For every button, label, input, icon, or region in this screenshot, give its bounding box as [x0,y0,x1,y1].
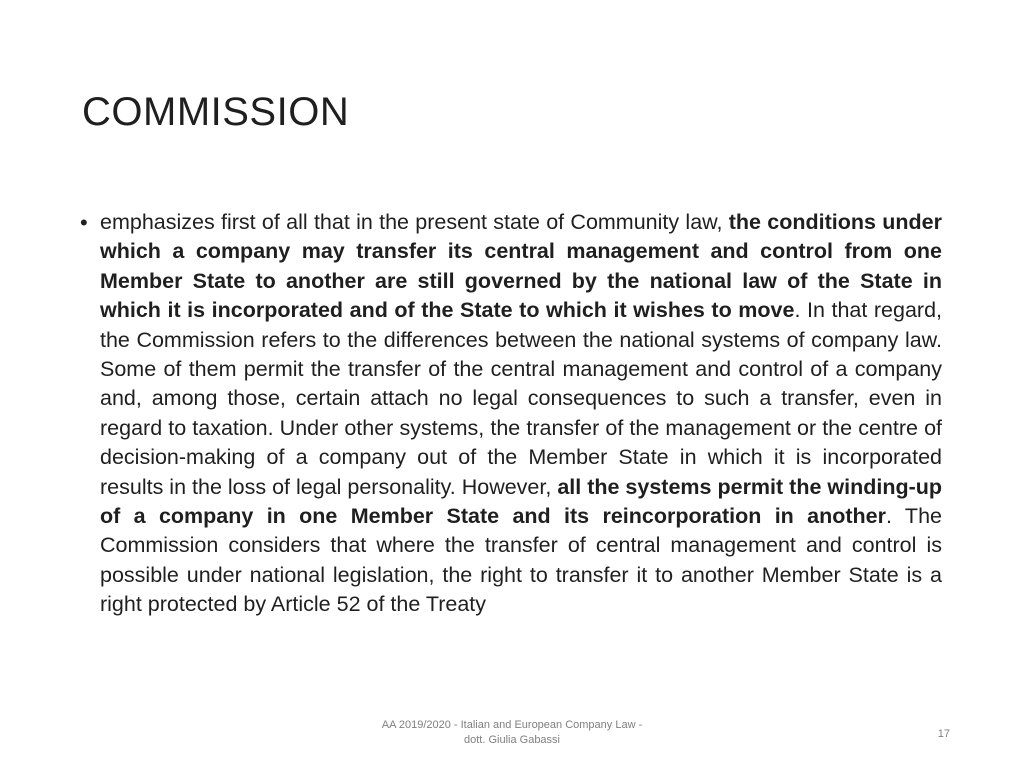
bullet-item [80,208,942,620]
bullet-icon: • [80,210,88,235]
footer-line-course: AA 2019/2020 - Italian and European Company Law - [381,719,643,731]
bullet-text-segment: . In that regard, the Commission refers to the differences between the national systems of company law. Some of them permit the transfer of the central management and control of a company and, among those, certain attach no legal consequences to such a transfer, even in regard to taxation. Under other systems, the transfer of the management or the centre of decision-making of a company out of the Member State in which it is incorporated results in the loss of legal personality. However, [100,298,943,499]
slide-title: COMMISSION [82,90,350,134]
slide-content [80,208,942,620]
bullet-text-bold-segment: all the systems permit the winding-up of a company in one Member State and its reincorporation in another [100,474,943,529]
bullet-text-segment: emphasizes first of all that in the present state of Community law, [100,210,729,234]
bullet-text [100,208,942,620]
slide-footer [352,718,672,748]
bullet-text-segment: . The Commission considers that where the transfer of central management and control is possible under national legislation, the right to transfer it to another Member State is a right protected by Article 52 of the Treaty [100,504,942,617]
page-number: 17 [937,728,950,740]
footer-line-author: dott. Giulia Gabassi [464,734,560,746]
bullet-text-bold-segment: the conditions under which a company may transfer its central management and control from one Member State to another are still governed by the national law of the State in which it is incorporated and of the State to which it wishes to move [100,210,943,323]
